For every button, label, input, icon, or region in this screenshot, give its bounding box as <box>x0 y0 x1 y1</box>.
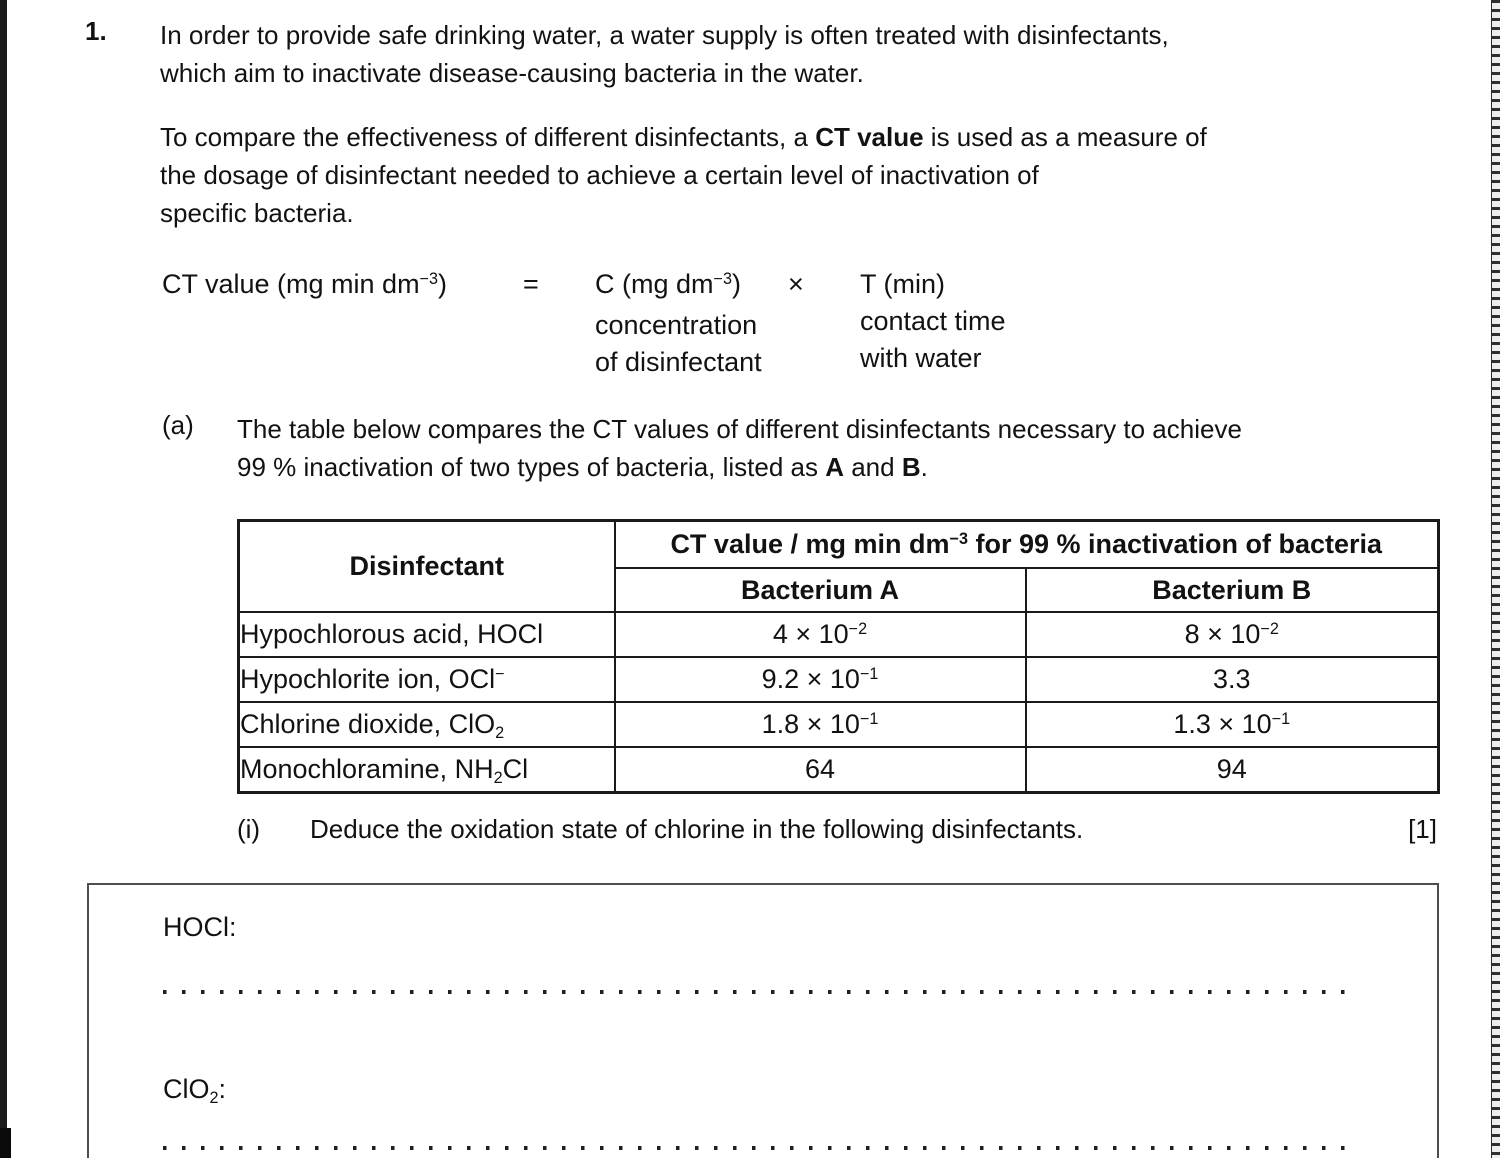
part-a-text <box>237 410 1242 486</box>
text-line: To compare the effectiveness of different disinfectants, a CT value is used as a measure of <box>160 122 1207 152</box>
page-edge-left-strip <box>0 0 7 1158</box>
formula-lhs: CT value (mg $\min dm^{-3}$) <box>162 269 448 299</box>
formula-concentration-term <box>595 266 762 381</box>
disinfectant-name-cell: Hypochlorous acid, HOCl <box>239 612 615 657</box>
text-line: C (mg $dm^{-3}$) <box>595 269 741 299</box>
ct-values-table <box>237 519 1440 794</box>
question-number: 1. <box>85 16 107 46</box>
bacterium-a-value-cell: $9.2 \times 10^{-1}$ <box>615 657 1026 702</box>
table-row <box>239 702 1439 747</box>
text-line: contact time <box>860 306 1006 336</box>
bacterium-a-value-cell: $4 \times 10^{-2}$ <box>615 612 1026 657</box>
answer-label-hocl: HOCl: <box>163 912 237 942</box>
intro-paragraph-2 <box>160 118 1207 232</box>
text-line: The table below compares the CT values of different disinfectants necessary to achieve <box>237 414 1242 444</box>
part-i-question-text: Deduce the oxidation state of chlorine in the following disinfectants. <box>310 814 1084 844</box>
bacterium-b-value-cell: $8 \times 10^{-2}$ <box>1026 612 1439 657</box>
bacterium-a-value-cell: $1.8 \times 10^{-1}$ <box>615 702 1026 747</box>
formula-time-term <box>860 266 1006 377</box>
marks-badge: [1] <box>1408 814 1437 844</box>
multiplication-sign: × <box>788 269 804 299</box>
text-line: which aim to inactivate disease-causing bacteria in the water. <box>160 58 864 88</box>
disinfectant-name-cell: Hypochlorite ion, OCl− <box>239 657 615 702</box>
part-a-label: (a) <box>162 410 194 440</box>
column-header-bacterium-a: Bacterium A <box>615 568 1026 612</box>
table-row <box>239 612 1439 657</box>
column-header-disinfectant: Disinfectant <box>239 521 615 613</box>
answer-dotted-line-clo2 <box>163 1146 1360 1150</box>
answer-box <box>87 883 1439 1158</box>
disinfectant-name-cell: Chlorine dioxide, ClO$_2$ <box>239 702 615 747</box>
text-line: 99 % inactivation of two types of bacteria, listed as A and B. <box>237 452 928 482</box>
scan-alignment-strip <box>1491 0 1500 1158</box>
text-line: concentration <box>595 310 758 340</box>
text-line: of disinfectant <box>595 347 762 377</box>
equals-sign: = <box>523 269 539 299</box>
column-header-ct-value: CT value / mg $\min dm^{-3}$ for 99 % inactivation of bacteria <box>615 521 1439 569</box>
table-row <box>239 747 1439 793</box>
table-header-row <box>239 521 1439 569</box>
table-row <box>239 657 1439 702</box>
text-line: the dosage of disinfectant needed to achieve a certain level of inactivation of <box>160 160 1039 190</box>
disinfectant-name-cell: Monochloramine, $NH_2Cl$ <box>239 747 615 793</box>
bacterium-b-value-cell: 94 <box>1026 747 1439 793</box>
bacterium-b-value-cell: $1.3 \times 10^{-1}$ <box>1026 702 1439 747</box>
answer-dotted-line-hocl <box>163 990 1360 994</box>
bacterium-a-value-cell: 64 <box>615 747 1026 793</box>
page-edge-left-notch <box>0 1128 11 1158</box>
intro-paragraph-1 <box>160 16 1169 92</box>
bacterium-b-value-cell: 3.3 <box>1026 657 1439 702</box>
text-line: In order to provide safe drinking water, a water supply is often treated with disinfectants, <box>160 20 1169 50</box>
text-line: T (min) <box>860 269 945 299</box>
text-line: specific bacteria. <box>160 198 354 228</box>
text-line: with water <box>860 343 982 373</box>
part-i-label: (i) <box>237 814 261 844</box>
column-header-bacterium-b: Bacterium B <box>1026 568 1439 612</box>
answer-label-clo2: ClO$_2$: <box>163 1074 227 1107</box>
